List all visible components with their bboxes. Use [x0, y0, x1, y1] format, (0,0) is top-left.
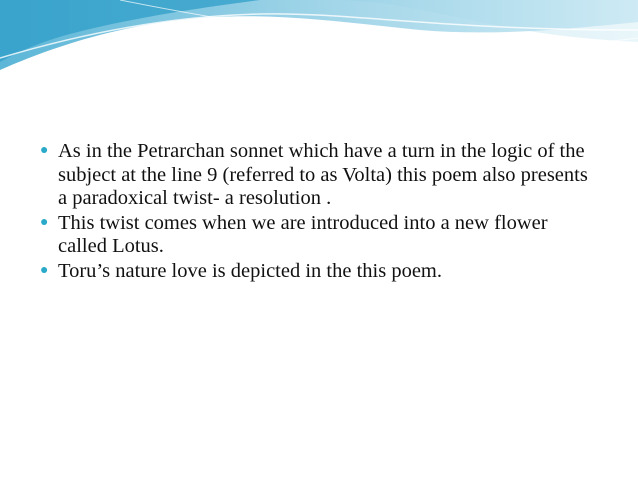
decorative-wave-banner [0, 0, 638, 90]
bullet-item [40, 260, 600, 284]
bullet-text: This twist comes when we are introduced into a new flower called Lotus. [58, 211, 548, 257]
bullet-text: As in the Petrarchan sonnet which have a turn in the logic of the subject at the line 9 (referred to as Volta) this poem also presents a paradoxical twist- a resolution . [58, 140, 588, 209]
filled-circle-bullet-icon: ● [40, 143, 49, 158]
bullet-text: Toru’s nature love is depicted in the this poem. [58, 259, 442, 282]
bullet-item [40, 212, 600, 259]
bullet-item [40, 140, 600, 211]
filled-circle-bullet-icon: ● [40, 262, 49, 278]
bullet-list [40, 140, 600, 284]
filled-circle-bullet-icon: ● [40, 214, 49, 230]
